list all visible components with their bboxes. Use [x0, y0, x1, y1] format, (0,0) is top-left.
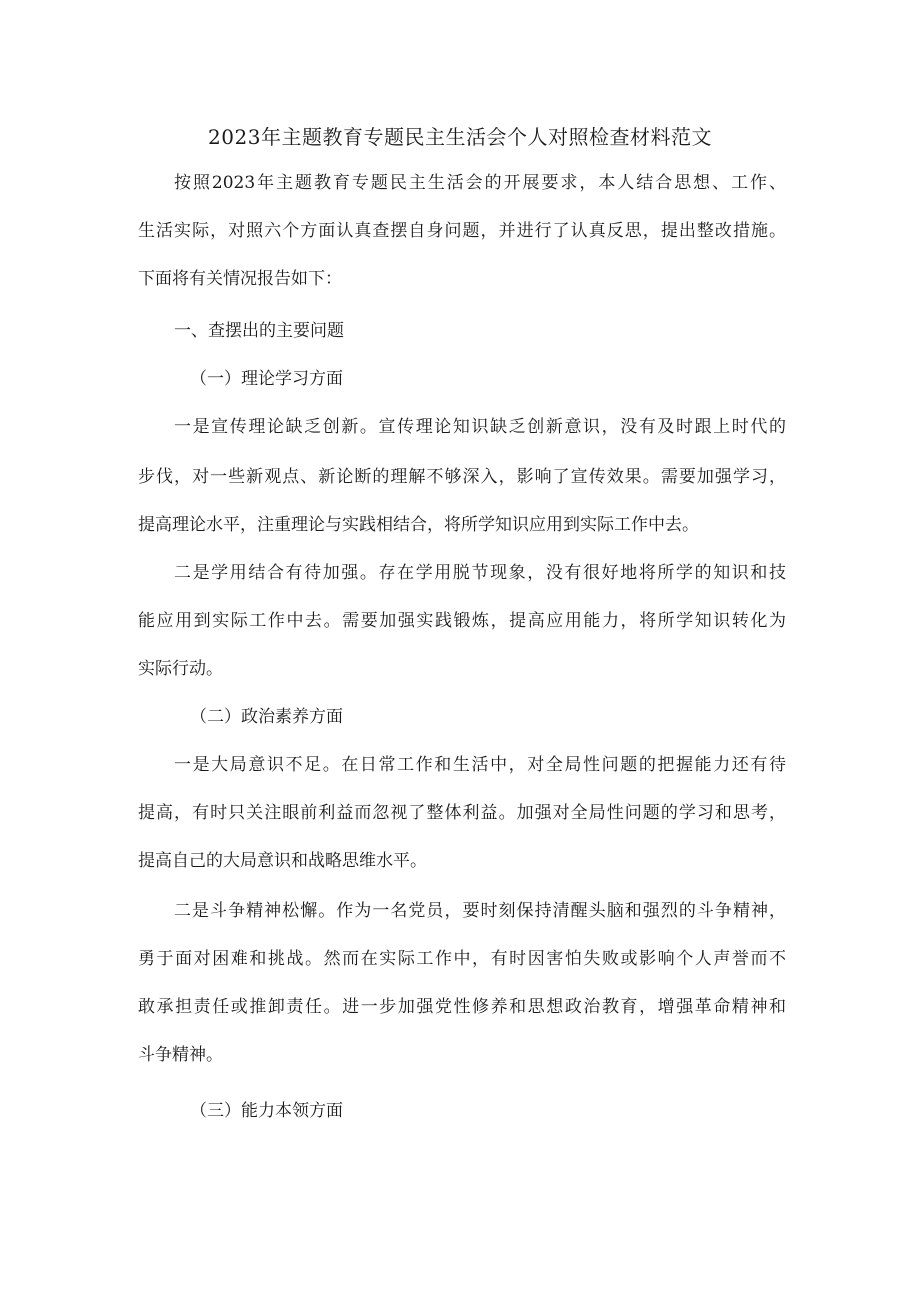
paragraph-line: 勇于面对困难和挑战。然而在实际工作中，有时因害怕失败或影响个人声誉而不 [138, 949, 786, 969]
paragraph-line: 敢承担责任或推卸责任。进一步加强党性修养和思想政治教育，增强革命精神和 [138, 997, 786, 1017]
paragraph-line: 一是大局意识不足。在日常工作和生活中，对全局性问题的把握能力还有待 [174, 755, 786, 775]
section-heading: 一、查摆出的主要问题 [174, 321, 344, 341]
subsection-heading: （三）能力本领方面 [190, 1101, 343, 1121]
intro-line: 生活实际，对照六个方面认真查摆自身问题，并进行了认真反思，提出整改措施。 [138, 221, 786, 241]
paragraph-line: 提高自己的大局意识和战略思维水平。 [138, 851, 427, 871]
paragraph-line: 二是学用结合有待加强。存在学用脱节现象，没有很好地将所学的知识和技 [174, 563, 786, 583]
paragraph-line: 二是斗争精神松懈。作为一名党员，要时刻保持清醒头脑和强烈的斗争精神， [174, 901, 786, 921]
paragraph-line: 提高，有时只关注眼前利益而忽视了整体利益。加强对全局性问题的学习和思考， [138, 803, 786, 823]
intro-line: 按照2023年主题教育专题民主生活会的开展要求，本人结合思想、工作、 [174, 173, 786, 193]
paragraph-line: 提高理论水平，注重理论与实践相结合，将所学知识应用到实际工作中去。 [138, 515, 699, 535]
paragraph-line: 能应用到实际工作中去。需要加强实践锻炼，提高应用能力，将所学知识转化为 [138, 611, 786, 631]
paragraph-line: 实际行动。 [138, 659, 223, 679]
subsection-heading: （一）理论学习方面 [190, 369, 343, 389]
subsection-heading: （二）政治素养方面 [190, 707, 343, 727]
paragraph-line: 斗争精神。 [138, 1045, 223, 1065]
intro-line: 下面将有关情况报告如下： [138, 269, 342, 289]
document-title: 2023年主题教育专题民主生活会个人对照检查材料范文 [208, 125, 712, 149]
paragraph-line: 步伐，对一些新观点、新论断的理解不够深入，影响了宣传效果。需要加强学习， [138, 467, 786, 487]
paragraph-line: 一是宣传理论缺乏创新。宣传理论知识缺乏创新意识，没有及时跟上时代的 [174, 417, 786, 437]
